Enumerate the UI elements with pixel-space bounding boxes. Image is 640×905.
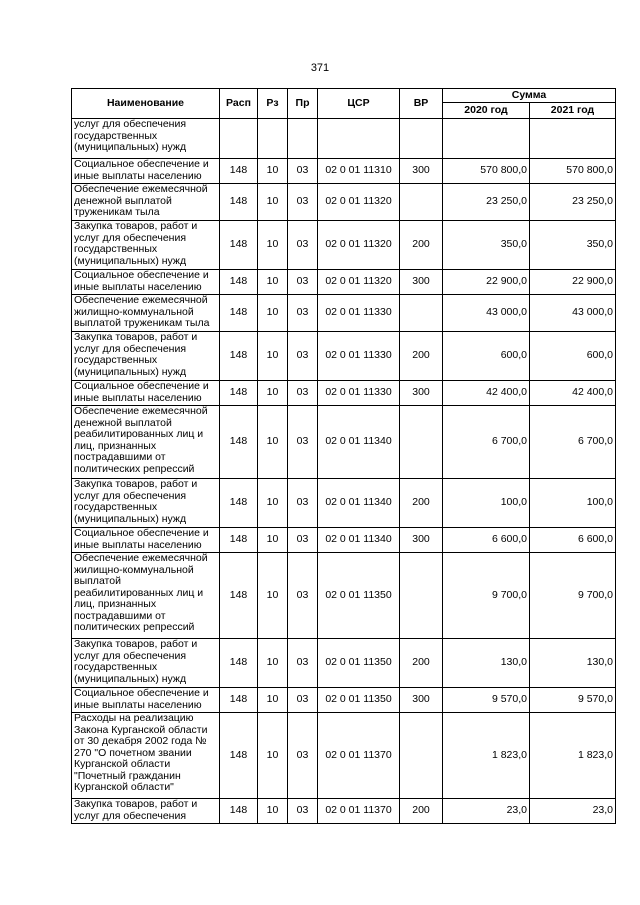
table-row <box>72 332 616 381</box>
header-year-2020: 2020 год <box>443 103 530 119</box>
cell-rasp: 148 <box>220 295 258 332</box>
cell-rz: 10 <box>258 688 288 713</box>
cell-sum-2020: 9 570,0 <box>443 688 530 713</box>
table-row <box>72 479 616 528</box>
cell-rz <box>258 119 288 159</box>
cell-sum-2020: 9 700,0 <box>443 553 530 639</box>
cell-sum-2020: 1 823,0 <box>443 713 530 799</box>
cell-rasp: 148 <box>220 406 258 479</box>
cell-sum-2020: 23 250,0 <box>443 184 530 221</box>
cell-csr: 02 0 01 11340 <box>318 406 400 479</box>
cell-rz: 10 <box>258 639 288 688</box>
cell-rz: 10 <box>258 713 288 799</box>
table-row <box>72 221 616 270</box>
cell-name: Социальное обеспечение и иные выплаты населению <box>72 688 220 713</box>
cell-sum-2021: 130,0 <box>530 639 616 688</box>
cell-sum-2020: 130,0 <box>443 639 530 688</box>
cell-csr: 02 0 01 11320 <box>318 221 400 270</box>
cell-pr: 03 <box>288 528 318 553</box>
budget-table <box>71 88 616 824</box>
cell-pr: 03 <box>288 406 318 479</box>
cell-sum-2020 <box>443 119 530 159</box>
cell-rasp: 148 <box>220 184 258 221</box>
cell-rasp <box>220 119 258 159</box>
cell-sum-2021: 6 600,0 <box>530 528 616 553</box>
cell-name: Закупка товаров, работ и услуг для обеспечения <box>72 799 220 824</box>
cell-sum-2020: 22 900,0 <box>443 270 530 295</box>
cell-vr: 300 <box>400 688 443 713</box>
cell-pr: 03 <box>288 381 318 406</box>
cell-sum-2021: 9 570,0 <box>530 688 616 713</box>
cell-sum-2021: 43 000,0 <box>530 295 616 332</box>
cell-name: Закупка товаров, работ и услуг для обеспечения государственных (муниципальных) нужд <box>72 221 220 270</box>
cell-rasp: 148 <box>220 688 258 713</box>
cell-pr: 03 <box>288 159 318 184</box>
cell-pr: 03 <box>288 713 318 799</box>
cell-pr <box>288 119 318 159</box>
cell-name: Обеспечение ежемесячной денежной выплатой труженикам тыла <box>72 184 220 221</box>
cell-rasp: 148 <box>220 553 258 639</box>
cell-name: Расходы на реализацию Закона Курганской области от 30 декабря 2002 года № 270 "О почетном звании Курганской области "Почетный гражданин Курганской области" <box>72 713 220 799</box>
cell-rz: 10 <box>258 221 288 270</box>
cell-csr: 02 0 01 11330 <box>318 381 400 406</box>
cell-sum-2020: 6 600,0 <box>443 528 530 553</box>
cell-vr <box>400 119 443 159</box>
cell-sum-2020: 100,0 <box>443 479 530 528</box>
cell-sum-2020: 570 800,0 <box>443 159 530 184</box>
cell-name: Социальное обеспечение и иные выплаты населению <box>72 528 220 553</box>
cell-pr: 03 <box>288 639 318 688</box>
cell-pr: 03 <box>288 688 318 713</box>
cell-rz: 10 <box>258 479 288 528</box>
table-body <box>72 119 616 824</box>
cell-vr <box>400 184 443 221</box>
cell-vr: 200 <box>400 479 443 528</box>
header-pr: Пр <box>288 89 318 119</box>
cell-pr: 03 <box>288 295 318 332</box>
cell-sum-2021: 22 900,0 <box>530 270 616 295</box>
cell-rz: 10 <box>258 270 288 295</box>
header-rasp: Расп <box>220 89 258 119</box>
cell-csr: 02 0 01 11340 <box>318 528 400 553</box>
table-row <box>72 713 616 799</box>
cell-vr <box>400 295 443 332</box>
cell-name: Обеспечение ежемесячной жилищно-коммунальной выплатой реабилитированных лиц и лиц, признанных пострадавшими от политических репрессий <box>72 553 220 639</box>
cell-csr: 02 0 01 11350 <box>318 688 400 713</box>
cell-vr: 200 <box>400 221 443 270</box>
cell-pr: 03 <box>288 221 318 270</box>
cell-csr: 02 0 01 11310 <box>318 159 400 184</box>
cell-rasp: 148 <box>220 221 258 270</box>
cell-sum-2020: 23,0 <box>443 799 530 824</box>
cell-vr: 300 <box>400 159 443 184</box>
cell-name: Социальное обеспечение и иные выплаты населению <box>72 270 220 295</box>
cell-sum-2021: 23,0 <box>530 799 616 824</box>
table-header <box>72 89 616 119</box>
cell-rasp: 148 <box>220 799 258 824</box>
cell-name: Закупка товаров, работ и услуг для обеспечения государственных (муниципальных) нужд <box>72 479 220 528</box>
cell-vr: 200 <box>400 332 443 381</box>
cell-csr: 02 0 01 11320 <box>318 184 400 221</box>
table-row <box>72 119 616 159</box>
cell-sum-2021: 23 250,0 <box>530 184 616 221</box>
page-number: 371 <box>310 62 330 74</box>
cell-rasp: 148 <box>220 639 258 688</box>
cell-rz: 10 <box>258 332 288 381</box>
cell-vr: 200 <box>400 639 443 688</box>
cell-vr: 300 <box>400 270 443 295</box>
cell-sum-2020: 600,0 <box>443 332 530 381</box>
cell-vr <box>400 713 443 799</box>
cell-vr <box>400 406 443 479</box>
cell-rz: 10 <box>258 295 288 332</box>
cell-rasp: 148 <box>220 270 258 295</box>
cell-sum-2021 <box>530 119 616 159</box>
cell-name: Обеспечение ежемесячной денежной выплатой реабилитированных лиц и лиц, признанных пострадавшими от политических репрессий <box>72 406 220 479</box>
cell-rasp: 148 <box>220 713 258 799</box>
cell-sum-2021: 350,0 <box>530 221 616 270</box>
cell-rasp: 148 <box>220 528 258 553</box>
table-row <box>72 688 616 713</box>
cell-pr: 03 <box>288 270 318 295</box>
cell-csr: 02 0 01 11340 <box>318 479 400 528</box>
cell-sum-2021: 570 800,0 <box>530 159 616 184</box>
cell-name: Закупка товаров, работ и услуг для обеспечения государственных (муниципальных) нужд <box>72 639 220 688</box>
table-row <box>72 639 616 688</box>
cell-rasp: 148 <box>220 159 258 184</box>
cell-rasp: 148 <box>220 381 258 406</box>
cell-vr: 300 <box>400 381 443 406</box>
cell-pr: 03 <box>288 184 318 221</box>
cell-pr: 03 <box>288 553 318 639</box>
table-row <box>72 270 616 295</box>
cell-sum-2021: 100,0 <box>530 479 616 528</box>
header-sum: Сумма <box>443 89 616 103</box>
cell-name: услуг для обеспечения государственных (муниципальных) нужд <box>72 119 220 159</box>
cell-sum-2020: 43 000,0 <box>443 295 530 332</box>
table-row <box>72 381 616 406</box>
cell-sum-2020: 350,0 <box>443 221 530 270</box>
table-row <box>72 528 616 553</box>
cell-csr: 02 0 01 11370 <box>318 713 400 799</box>
cell-csr: 02 0 01 11330 <box>318 332 400 381</box>
cell-sum-2020: 6 700,0 <box>443 406 530 479</box>
cell-rz: 10 <box>258 799 288 824</box>
cell-sum-2021: 6 700,0 <box>530 406 616 479</box>
cell-name: Закупка товаров, работ и услуг для обеспечения государственных (муниципальных) нужд <box>72 332 220 381</box>
cell-rz: 10 <box>258 553 288 639</box>
header-csr: ЦСР <box>318 89 400 119</box>
cell-pr: 03 <box>288 799 318 824</box>
cell-name: Обеспечение ежемесячной жилищно-коммунальной выплатой труженикам тыла <box>72 295 220 332</box>
cell-sum-2021: 9 700,0 <box>530 553 616 639</box>
table-row <box>72 295 616 332</box>
cell-rz: 10 <box>258 406 288 479</box>
header-name: Наименование <box>72 89 220 119</box>
table-row <box>72 406 616 479</box>
header-year-2021: 2021 год <box>530 103 616 119</box>
cell-csr: 02 0 01 11350 <box>318 639 400 688</box>
cell-csr: 02 0 01 11330 <box>318 295 400 332</box>
cell-vr: 200 <box>400 799 443 824</box>
table-row <box>72 553 616 639</box>
cell-rasp: 148 <box>220 479 258 528</box>
header-rz: Рз <box>258 89 288 119</box>
table-row <box>72 184 616 221</box>
cell-pr: 03 <box>288 332 318 381</box>
table-row <box>72 159 616 184</box>
cell-rz: 10 <box>258 159 288 184</box>
cell-rasp: 148 <box>220 332 258 381</box>
cell-vr <box>400 553 443 639</box>
cell-csr: 02 0 01 11370 <box>318 799 400 824</box>
cell-vr: 300 <box>400 528 443 553</box>
cell-name: Социальное обеспечение и иные выплаты населению <box>72 159 220 184</box>
cell-name: Социальное обеспечение и иные выплаты населению <box>72 381 220 406</box>
cell-csr: 02 0 01 11320 <box>318 270 400 295</box>
cell-pr: 03 <box>288 479 318 528</box>
cell-csr: 02 0 01 11350 <box>318 553 400 639</box>
cell-rz: 10 <box>258 184 288 221</box>
cell-sum-2021: 600,0 <box>530 332 616 381</box>
cell-rz: 10 <box>258 528 288 553</box>
cell-csr <box>318 119 400 159</box>
cell-sum-2021: 1 823,0 <box>530 713 616 799</box>
cell-sum-2020: 42 400,0 <box>443 381 530 406</box>
table-row <box>72 799 616 824</box>
cell-rz: 10 <box>258 381 288 406</box>
header-vr: ВР <box>400 89 443 119</box>
cell-sum-2021: 42 400,0 <box>530 381 616 406</box>
